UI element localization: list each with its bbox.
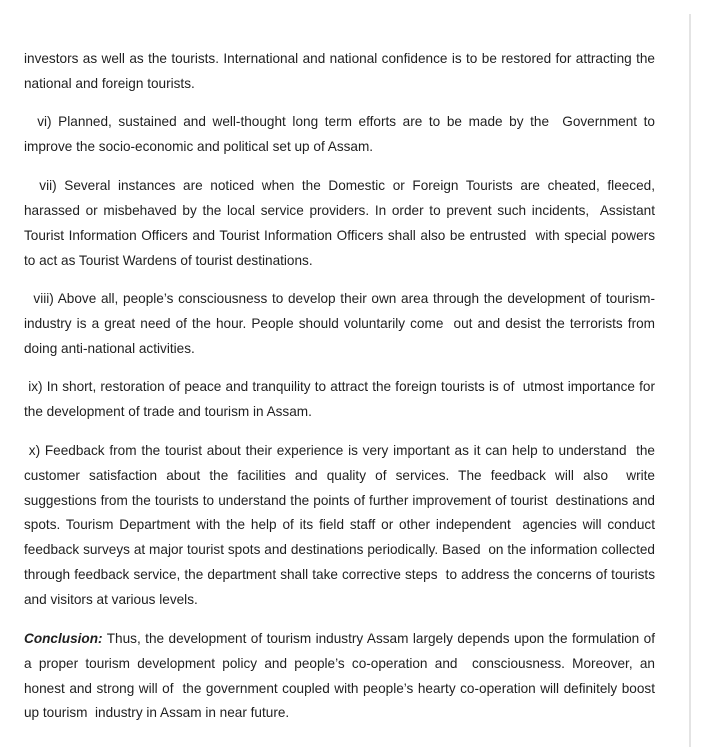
paragraph-point-ix: ix) In short, restoration of peace and tranquility to attract the foreign tourists is of utmost importance for the development of trade and tourism in Assam. (24, 379, 659, 420)
paragraph-point-viii: viii) Above all, people’s consciousness to develop their own area through the development of tourism-industry is a great need of the hour. People should voluntarily come out and desist the terrorists from doing anti-national activities. (24, 291, 659, 356)
conclusion-heading: Conclusion: (24, 630, 103, 646)
paragraph-point-x: x) Feedback from the tourist about their experience is very important as it can help to understand the customer satisfaction about the facilities and quality of services. The feedback will also write suggestions from the tourists to understand the points of further improvement of tourist destinations and spots. Tourism Department with the help of its field staff or other independent agencies will conduct feedback surveys at major tourist spots and destinations periodically. Based on the information collected through feedback service, the department shall take corrective steps to address the concerns of tourists and visitors at various levels. (24, 442, 659, 608)
conclusion-text: Thus, the development of tourism industry Assam largely depends upon the formulation of a proper tourism development policy and people’s co-operation and consciousness. Moreover, an honest and strong will of the government coupled with people’s hearty co-operation will definitely boost up tourism industry in Assam in near future. (24, 630, 659, 721)
paragraph-conclusion (24, 627, 659, 727)
paragraph-intro: investors as well as the tourists. International and national confidence is to be restored for attracting the national and foreign tourists. (24, 51, 655, 91)
document-body (24, 47, 659, 740)
page-edge-divider (689, 14, 691, 747)
paragraph-point-vii: vii) Several instances are noticed when the Domestic or Foreign Tourists are cheated, fleeced, harassed or misbehaved by the local service providers. In order to prevent such incidents, Assistant Tourist Information Officers and Tourist Information Officers shall also be entrusted with special powers to act as Tourist Wardens of tourist destinations. (24, 177, 659, 268)
paragraph-point-vi: vi) Planned, sustained and well-thought long term efforts are to be made by the Government to improve the socio-economic and political set up of Assam. (24, 114, 659, 155)
